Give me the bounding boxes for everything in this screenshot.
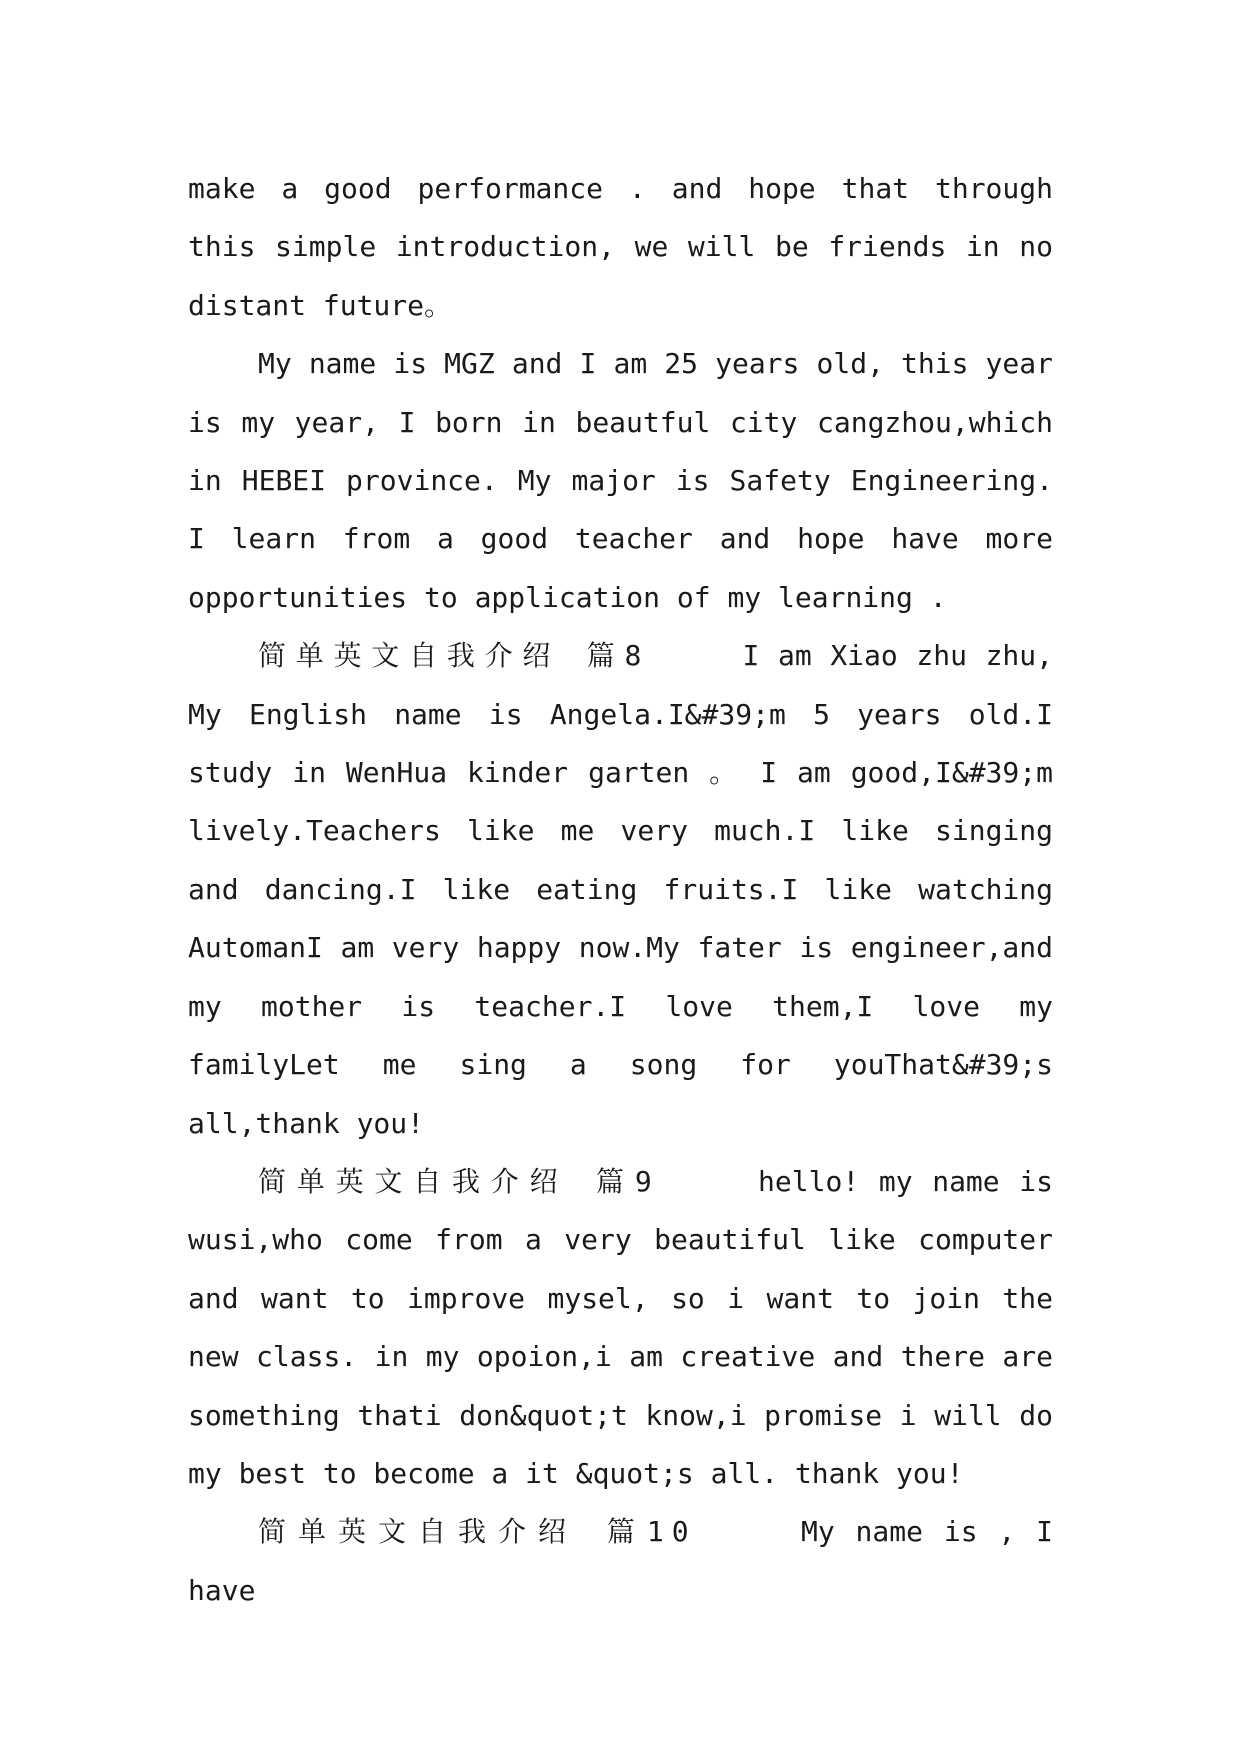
paragraph-1-text: make a good performance . and hope that through this simple introduction, we will be friends in no distant future。 bbox=[188, 172, 1053, 322]
paragraph-3-text: I am Xiao zhu zhu, My English name is Angela.I&#39;m 5 years old.I study in WenHua kinder garten 。 I am good,I&#39;m lively.Teachers like me very much.I like singing and dancing.I like eating fruits.I like watching AutomanI am very happy now.My fater is engineer,and my mother is teacher.I love them,I love my familyLet me sing a song for youThat&#39;s all,thank you! bbox=[188, 639, 1053, 1140]
paragraph-5 bbox=[188, 1503, 1053, 1620]
paragraph-5-text: My name is , I have bbox=[188, 1515, 1053, 1607]
paragraph-4-text: hello! my name is wusi,who come from a very beautiful like computer and want to improve mysel, so i want to join the new class. in my opoion,i am creative and there are something thati don&quot;t know,i promise i will do my best to become a it &quot;s all. thank you! bbox=[188, 1164, 1054, 1490]
paragraph-2-text: My name is MGZ and I am 25 years old, this year is my year, I born in beautful city cangzhou,which in HEBEI province. My major is Safety Engineering. I learn from a good teacher and hope have more opportunities to application of my learning . bbox=[188, 347, 1053, 614]
paragraph-4 bbox=[188, 1153, 1053, 1503]
document-body bbox=[188, 160, 1053, 1620]
paragraph-3 bbox=[188, 627, 1053, 1153]
section-heading-10: 简单英文自我介绍 篇10 bbox=[258, 1515, 697, 1549]
paragraph-2 bbox=[188, 335, 1053, 627]
paragraph-1 bbox=[188, 160, 1053, 335]
section-heading-8: 简单英文自我介绍 篇8 bbox=[258, 639, 650, 673]
section-heading-9: 简单英文自我介绍 篇9 bbox=[258, 1164, 660, 1198]
